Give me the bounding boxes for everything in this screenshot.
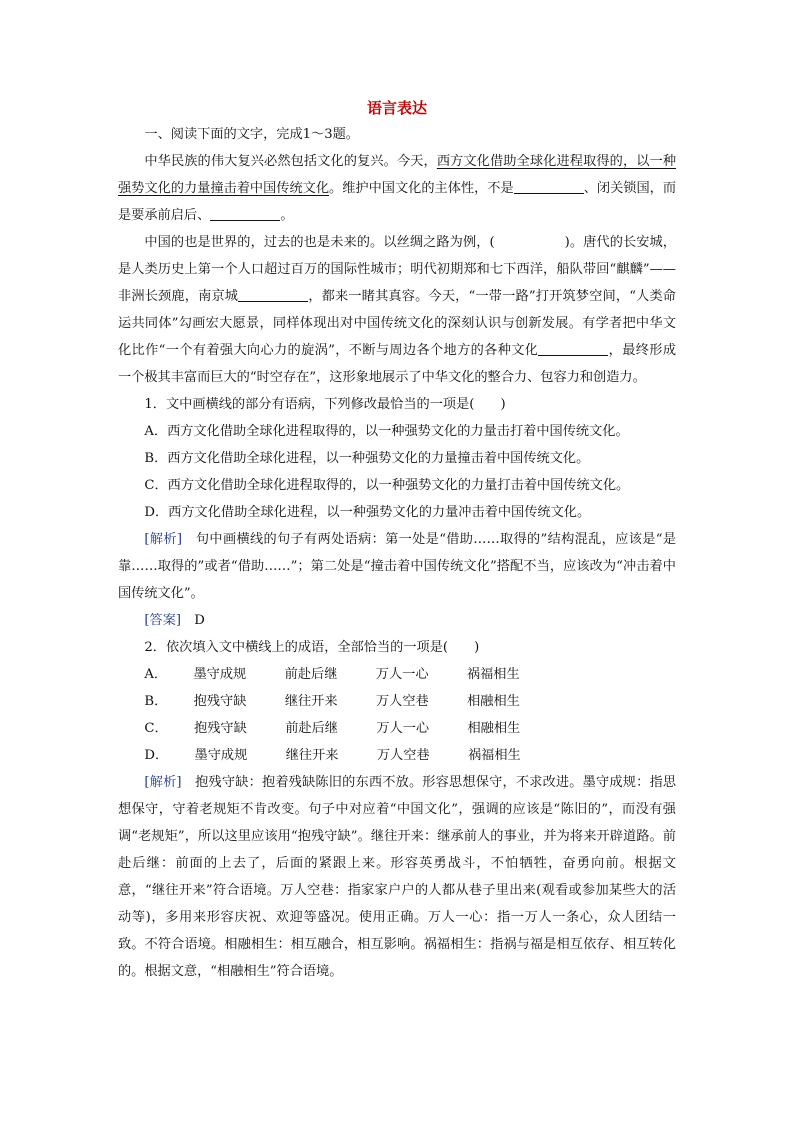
option-idiom: 万人一心 bbox=[376, 721, 430, 736]
question-text: 1．文中画横线的部分有语病，下列修改最恰当的一项是( bbox=[144, 397, 475, 412]
option-idiom: 相融相生 bbox=[467, 694, 520, 709]
fill-blank-4 bbox=[538, 340, 608, 356]
passage-text: 、闭关锁国，而是要承前启后、 bbox=[118, 181, 677, 223]
passage-text: )。唐代的长安城，是人类历史上第一个人口超过百万的国际性城市；明代初期郑和七下西洋，船队带回“麒麟”——非洲长颈鹿，南京城 bbox=[118, 235, 676, 304]
question-1-option-d: D．西方文化借助全球化进程，以一种强势文化的力量冲击着中国传统文化。 bbox=[144, 505, 591, 520]
fill-blank-3 bbox=[238, 286, 308, 302]
question-1-stem bbox=[118, 391, 676, 418]
question-1-option-a: A．西方文化借助全球化进程取得的，以一种强势文化的力量击打着中国传统文化。 bbox=[144, 424, 629, 439]
underlined-sentence: 西方文化借助全球化进程取得的，以一种强势文化的力量撞击着中国传统文化 bbox=[118, 154, 677, 196]
passage-text: 中华民族的伟大复兴必然包括文化的复兴。今天， bbox=[144, 154, 437, 169]
option-idiom: 继往开来 bbox=[285, 748, 339, 763]
passage-text: 中国的也是世界的，过去的也是未来的。以丝绸之路为例，( bbox=[144, 235, 495, 250]
question-1-option-c: C．西方文化借助全球化进程取得的，以一种强势文化的力量打击着中国传统文化。 bbox=[144, 478, 630, 493]
analysis-text: 抱残守缺：抱着残缺陈旧的东西不放。形容思想保守，不求改进。墨守成规：指思想保守，守着老规矩不肯改变。句子中对应着“中国文化”，强调的应该是“陈旧的”，而没有强调“老规矩”，所以这里应该用“抱残守缺”。继往开来：继承前人的事业，并为将来开辟道路。前赴后继：前面的上去了，后面的紧跟上来。形容英勇战斗，不怕牺牲，奋勇向前。根据文意，“继往开来”符合语境。万人空巷：指家家户户的人都从巷子里出来(观看或参加某些大的活动等)，多用来形容庆祝、欢迎等盛况。使用正确。万人一心：指一万人一条心，众人团结一致。不符合语境。相融相生：相互融合，相互影响。祸福相生：指祸与福是相互依存、相互转化的。根据文意，“相融相生”符合语境。 bbox=[118, 775, 677, 979]
option-idiom: 抱残守缺 bbox=[193, 694, 247, 709]
option-idiom: 祸福相生 bbox=[467, 748, 521, 763]
question-2-stem bbox=[118, 634, 676, 661]
answer-tag: [答案] bbox=[144, 613, 182, 628]
option-letter: B． bbox=[144, 694, 168, 709]
option-idiom: 祸福相生 bbox=[466, 667, 520, 682]
analysis-tag: [解析] bbox=[144, 532, 183, 547]
instruction: 一、阅读下面的文字，完成1～3题。 bbox=[144, 127, 359, 142]
question-1-answer bbox=[118, 607, 676, 634]
passage-text: ，都来一睹其真容。今天，“一带一路”打开筑梦空间，“人类命运共同体”勾画宏大愿景，同样体现出对中国传统文化的深刻认识与创新发展。有学者把中华文化比作“一个有着强大向心力的旋涡”，不断与周边各个地方的各种文化 bbox=[118, 289, 676, 358]
analysis-tag: [解析] bbox=[144, 775, 182, 790]
option-letter: A． bbox=[144, 667, 168, 682]
option-idiom: 万人空巷 bbox=[376, 748, 430, 763]
question-text: 2．依次填入文中横线上的成语，全部恰当的一项是( bbox=[144, 640, 449, 655]
option-idiom: 继往开来 bbox=[284, 694, 338, 709]
passage-text: 。 bbox=[280, 208, 294, 223]
question-1-option-b: B．西方文化借助全球化进程，以一种强势文化的力量撞击着中国传统文化。 bbox=[144, 451, 590, 466]
option-idiom: 万人空巷 bbox=[375, 694, 429, 709]
option-idiom: 前赴后继 bbox=[284, 667, 338, 682]
option-idiom: 墨守成规 bbox=[194, 748, 248, 763]
question-2-option-d bbox=[118, 742, 676, 769]
question-1-analysis bbox=[118, 526, 676, 607]
page-title: 语言表达 bbox=[366, 99, 427, 117]
option-letter: D． bbox=[144, 748, 169, 763]
question-2-option-b bbox=[118, 688, 676, 715]
analysis-text: 句中画横线的句子有两处语病：第一处是“借助……取得的”结构混乱，应该是“是靠……取得的”或者“借助……”；第二处是“撞击着中国传统文化”搭配不当，应该改为“冲击着中国传统文化”。 bbox=[118, 532, 677, 601]
passage-paragraph-1 bbox=[118, 148, 676, 229]
question-text: ) bbox=[474, 640, 480, 655]
question-2-option-c bbox=[118, 715, 676, 742]
fill-blank-1 bbox=[514, 178, 584, 194]
option-idiom: 墨守成规 bbox=[193, 667, 247, 682]
fill-blank-2 bbox=[210, 205, 280, 221]
option-idiom: 万人一心 bbox=[375, 667, 429, 682]
question-2-analysis bbox=[118, 769, 676, 985]
passage-paragraph-2 bbox=[118, 229, 676, 391]
option-idiom: 相融相生 bbox=[467, 721, 521, 736]
option-idiom: 抱残守缺 bbox=[194, 721, 247, 736]
answer-text: D bbox=[194, 613, 205, 628]
option-letter: C． bbox=[144, 721, 168, 736]
question-2-option-a bbox=[118, 661, 676, 688]
option-idiom: 前赴后继 bbox=[285, 721, 338, 736]
question-text: ) bbox=[500, 397, 506, 412]
passage-text: ，最终形成一个极其丰富而巨大的“时空存在”，这形象地展示了中华文化的整合力、包容力和创造力。 bbox=[118, 343, 677, 385]
passage-text: 。维护中国文化的主体性，不是 bbox=[329, 181, 514, 196]
